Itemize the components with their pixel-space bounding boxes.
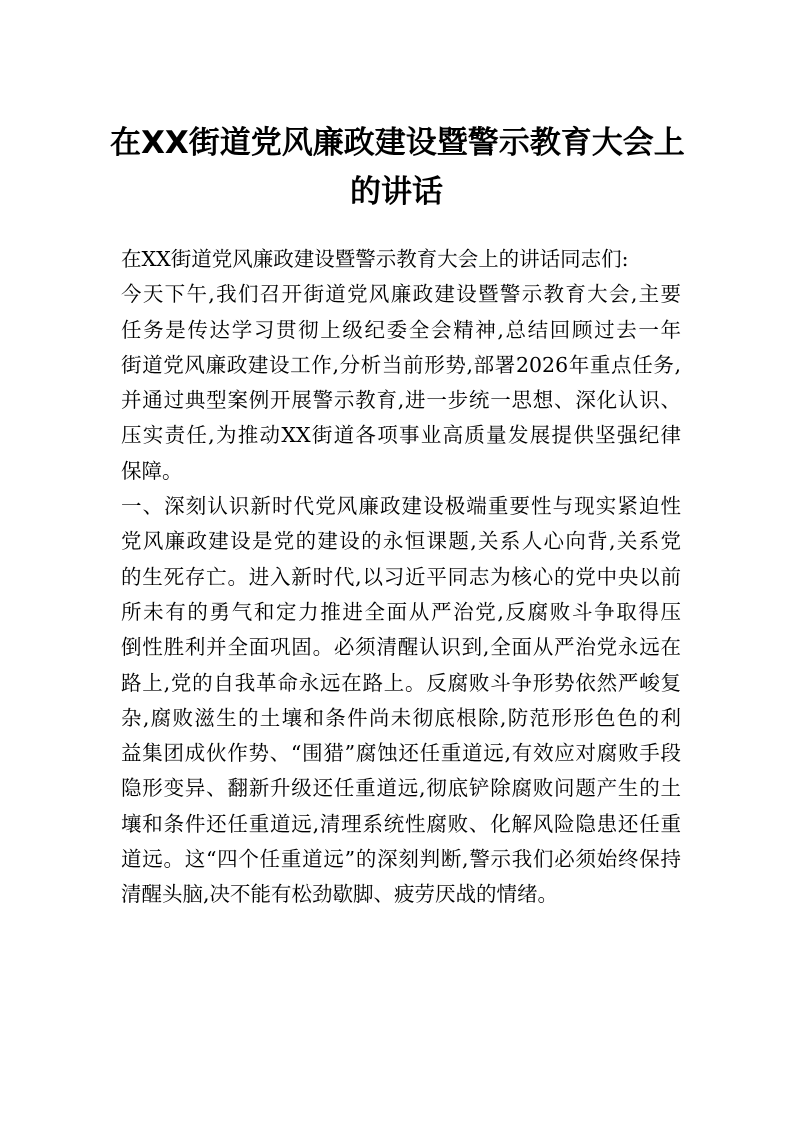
body-line: 道远。这“四个任重道远”的深刻判断,警示我们必须始终保持	[121, 847, 681, 872]
body-line: 今天下午,我们召开街道党风廉政建设暨警示教育大会,主要	[121, 282, 681, 307]
body-line: 街道党风廉政建设工作,分析当前形势,部署2026年重点任务,	[121, 352, 681, 377]
document-body	[121, 242, 681, 913]
section-heading: 一、深刻认识新时代党风廉政建设极端重要性与现实紧迫性	[121, 494, 681, 519]
body-line: 倒性胜利并全面巩固。必须清醒认识到,全面从严治党永远在	[121, 635, 681, 660]
document-title-line-2: 的讲话	[350, 174, 443, 210]
body-line: 路上,党的自我革命永远在路上。反腐败斗争形势依然严峻复	[121, 670, 681, 695]
body-line: 所未有的勇气和定力推进全面从严治党,反腐败斗争取得压	[121, 599, 681, 624]
body-line: 益集团成伙作势、“围猎”腐蚀还任重道远,有效应对腐败手段	[121, 741, 681, 766]
body-line: 党风廉政建设是党的建设的永恒课题,关系人心向背,关系党	[121, 529, 681, 554]
body-line: 壤和条件还任重道远,清理系统性腐败、化解风险隐患还任重	[121, 811, 681, 836]
body-line: 清醒头脑,决不能有松劲歇脚、疲劳厌战的情绪。	[121, 882, 559, 907]
body-line: 任务是传达学习贯彻上级纪委全会精神,总结回顾过去一年	[121, 317, 681, 342]
body-line: 压实责任,为推动XX街道各项事业高质量发展提供坚强纪律	[121, 423, 681, 448]
document-title-line-1: 在XX街道党风廉政建设暨警示教育大会上	[110, 125, 685, 161]
body-line: 隐形变异、翻新升级还任重道远,彻底铲除腐败问题产生的土	[121, 776, 681, 801]
body-line: 杂,腐败滋生的土壤和条件尚未彻底根除,防范形形色色的利	[121, 705, 681, 730]
body-line: 在XX街道党风廉政建设暨警示教育大会上的讲话同志们:	[121, 247, 629, 271]
body-line: 的生死存亡。进入新时代,以习近平同志为核心的党中央以前	[121, 564, 681, 589]
body-line: 保障。	[121, 458, 183, 483]
body-line: 并通过典型案例开展警示教育,进一步统一思想、深化认识、	[121, 388, 681, 413]
